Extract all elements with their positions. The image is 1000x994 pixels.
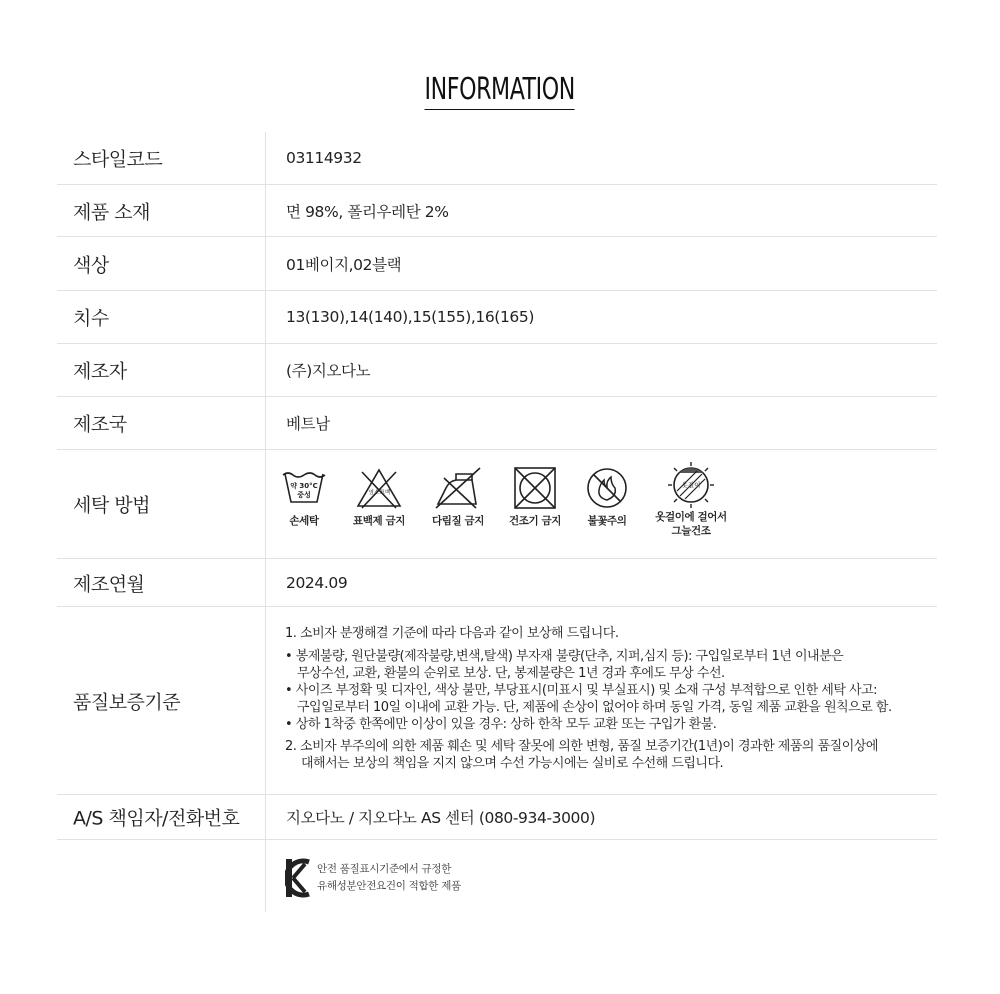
warranty-bullet: • 봉제불량, 원단불량(제작불량,변색,탈색) 부자재 불량(단추, 지퍼,심지 등): 구입일로부터 1년 이내분은 [285, 649, 844, 664]
care-inner-text: 옷걸이 [681, 481, 701, 489]
warranty-item: 2. 소비자 부주의에 의한 제품 훼손 및 세탁 잘못에 의한 변형, 품질 보증기간(1년)이 경과한 제품의 품질이상에 [285, 739, 878, 754]
warranty-bullet-cont: 무상수선, 교환, 환불의 순위로 보상. 단, 봉제불량은 1년 경과 후에도 무상 수선. [297, 666, 725, 681]
kc-mark-icon [285, 858, 311, 898]
warranty-item: 1. 소비자 분쟁해결 기준에 따라 다음과 같이 보상해 드립니다. [285, 626, 619, 641]
care-item [562, 466, 652, 528]
row-value: 01베이지,02블랙 [286, 255, 402, 274]
warranty-bullet-cont: 구입일로부터 10일 이내에 교환 가능. 단, 제품에 손상이 없어야 하며 동일 가격, 동일 제품 교환을 원칙으로 함. [297, 700, 892, 715]
row-value: 03114932 [286, 149, 362, 167]
no-tumble-dry-icon [512, 466, 558, 510]
row-manufacture-date [57, 559, 937, 607]
row-value: 2024.09 [286, 573, 348, 592]
care-inner-text: 표백 [379, 490, 391, 496]
care-icons [275, 466, 755, 546]
care-item [641, 460, 741, 538]
row-style-code [57, 132, 937, 185]
row-warranty [57, 607, 937, 795]
kc-line: 유해성분안전요건이 적합한 제품 [317, 880, 461, 892]
no-bleach-icon [354, 466, 404, 510]
page-title: INFORMATION [425, 72, 575, 110]
row-label: 치수 [73, 307, 109, 330]
row-color [57, 237, 937, 291]
warranty-text [285, 625, 935, 772]
hang-dry-shade-icon [666, 460, 716, 510]
care-inner-text: 중성 [297, 491, 311, 499]
row-material [57, 185, 937, 237]
row-manufacturer [57, 344, 937, 397]
care-label: 불꽃주의 [587, 515, 627, 527]
warranty-bullet: • 상하 1착중 한쪽에만 이상이 있을 경우: 상하 한착 모두 교환 또는 구입가 환불. [285, 717, 717, 732]
kc-line: 안전 품질표시기준에서 규정한 [317, 863, 452, 875]
row-kc [57, 840, 937, 912]
row-label: 세탁 방법 [73, 494, 150, 517]
fire-caution-icon [584, 466, 630, 510]
care-item [334, 466, 424, 528]
row-value: 지오다노 / 지오다노 AS 센터 (080-934-3000) [286, 809, 596, 827]
care-label: 표백제 금지 [353, 515, 405, 527]
row-country [57, 397, 937, 450]
row-label: 품질보증기준 [73, 691, 181, 713]
care-label: 손세탁 [289, 515, 319, 527]
row-size [57, 291, 937, 344]
hand-wash-icon [281, 466, 327, 510]
no-iron-icon [432, 466, 484, 510]
care-label: 그늘건조 [671, 525, 711, 537]
care-inner-text: 염소 [368, 490, 380, 496]
row-care [57, 450, 937, 559]
row-label: 색상 [73, 254, 109, 276]
row-label: 제조국 [73, 413, 127, 436]
warranty-item-cont: 대해서는 보상의 책임을 지지 않으며 수선 가능시에는 실비로 수선해 드립니다. [301, 756, 724, 771]
care-label: 다림질 금지 [432, 515, 484, 527]
row-label: 제조연월 [73, 573, 145, 595]
row-value: 베트남 [286, 415, 330, 433]
row-label: A/S 책임자/전화번호 [73, 807, 240, 830]
row-label: 스타일코드 [73, 148, 163, 171]
warranty-bullet: • 사이즈 부정확 및 디자인, 색상 불만, 부당표시(미표시 및 부실표시) 및 소재 구성 부적합으로 인한 세탁 사고: [285, 683, 878, 698]
row-as-contact [57, 795, 937, 840]
care-inner-text: 약 30°C [290, 482, 318, 490]
kc-text [317, 861, 461, 895]
care-label: 옷걸이에 걸어서 [655, 511, 727, 523]
row-value: (주)지오다노 [286, 362, 371, 380]
row-value: 면 98%, 폴리우레탄 2% [286, 202, 449, 221]
care-label: 건조기 금지 [509, 515, 561, 527]
row-label: 제조자 [73, 360, 127, 383]
row-label: 제품 소재 [73, 201, 150, 223]
kc-certification [285, 858, 585, 898]
row-value: 13(130),14(140),15(155),16(165) [286, 308, 534, 326]
title-wrap [0, 72, 1000, 110]
